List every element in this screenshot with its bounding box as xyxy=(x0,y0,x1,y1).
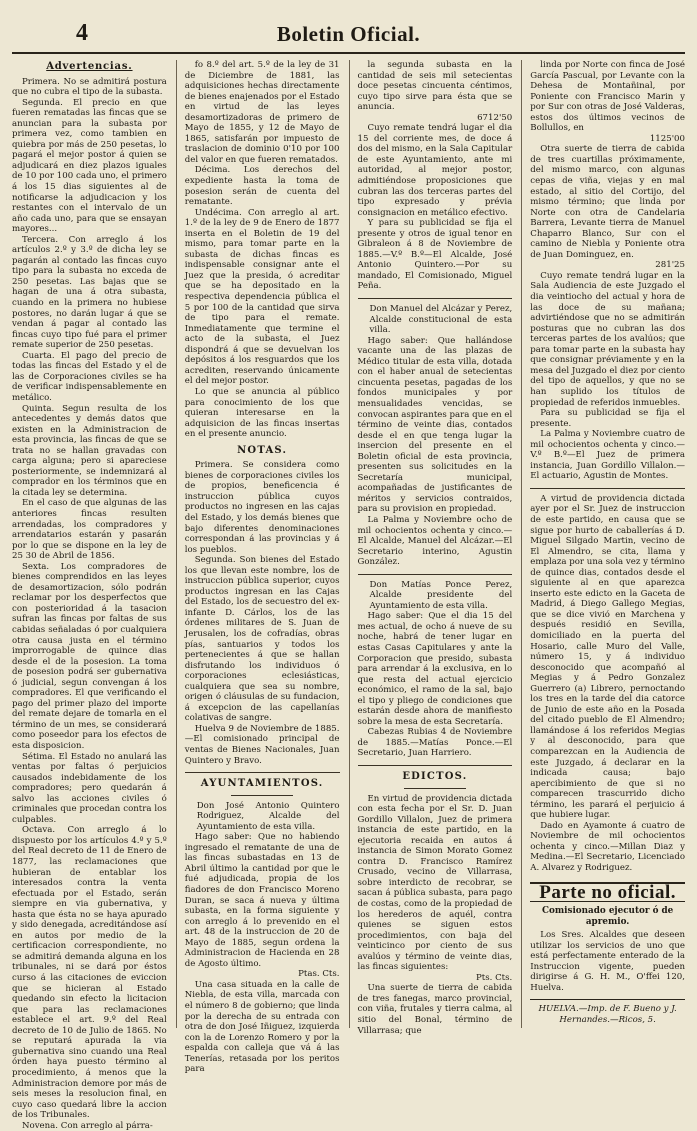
divider xyxy=(358,765,513,766)
paragraph: Otra suerte de tierra de cabida de tres cuartillas próximamente, del mismo marco, con algunas cepas de viña, viejas y en mal estado, al sitio del Cortijo, del mismo término; que linda por Norte con otra de Candelaria Barrera, Levante tierra de Manuel Chaparro Blanco, Sur con el camino de Niebla y Poniente otra de Juan Dominguez, en. xyxy=(530,144,685,260)
paragraph: Primera. No se admitirá postura que no cubra el tipo de la subasta. xyxy=(12,76,167,98)
paragraph: Undécima. Con arreglo al art. 1.º de la ley de 9 de Enero de 1877 inserta en el Boletin de 19 del mismo, para tomar parte en la subasta de dichas fincas es indispensable consignar ante el Juez que la presida, ó acreditar que se ha depositado en la respectiva dependencia pública el 5 por 100 de la cantidad que sirva de tipo para el remate. Inmediatamente que termine el acto de la subasta, el Juez dispondrá á que se devuelvan los depósitos á los resguardos que los acrediten, reservando únicamente el del mejor postor. xyxy=(184,207,340,387)
column-4 xyxy=(521,60,685,1028)
paragraph: Quinta. Segun resulta de los antecedentes y demás datos que existen en la Administracion de esta provincia, las fincas de que se trata no se hallan gravadas con carga alguna; pero si apareciese posteriormente, se indemnizará al comprador en los términos que en la citada ley se determina. xyxy=(12,403,167,498)
paragraph: Una casa situada en la calle de Niebla, de esta villa, marcada con el número 8 de gobierno; que linda por la derecha de su entrada con otra de don José Iñiguez, izquierda con la de Lorenzo Romero y por la espalda con calleja que vá á las Tenerías, retasada por los peritos para xyxy=(184,979,340,1075)
paragraph: Cabezas Rubias 4 de Noviembre de 1885.—Matías Ponce.—El Secretario, Juan Harriero. xyxy=(357,727,513,759)
column-3 xyxy=(349,60,513,1036)
parte-subtitle: Comisionado ejecutor ó de apremio. xyxy=(541,906,674,927)
notice-heading: Don José Antonio Quintero Rodriguez, Alcalde del Ayuntamiento de esta villa. xyxy=(196,800,340,832)
paragraph: Octava. Con arreglo á lo dispuesto por los artículos 4.º y 5.º del Real decreto de 11 de Enero de 1877, las reclamaciones que hubieran de entablar los interesados contra la venta efectuada por el Estado, serán siempre en via gubernativa, y hasta que ésta no se haya apurado y sido denegada, acreditándose así en autos por medio de la certificacion correspondiente, no se admitirá demanda alguna en los tribunales, ni se dará por éstos curso á las citaciones de eviccion que se hicieran al Estado quedando sin efecto la licitacion que para las reclamaciones establece el art. 9.º del Real decreto de 10 de Julio de 1865. No se reputará apurada la via gubernativa sino cuando una Real órden haya puesto término al procedimiento, á menos que la Administracion demore por más de seis meses la resolucion final, en cuyo caso quedará libre la accion de los Tribunales. xyxy=(12,825,167,1121)
paragraph: Para su publicidad se fija el presente. xyxy=(530,408,685,429)
page-header xyxy=(12,14,685,54)
notas-title: NOTAS. xyxy=(237,444,288,456)
paragraph: En virtud de providencia dictada con esta fecha por el Sr. D. Juan Gordillo Villalon, Juez de primera instancia de este partido, en la ejecutoria recaida en autos á instancia de Simon Morato Gomez contra D. Francisco Ramírez Crusado, vecino de Villarrasa, sobre interdicto de recobrar, se sacan á pública subasta, para pago de costas, como de la propiedad de los herederos de aquél, contra quienes se siguen estos procedimientos, con baja del veinticinco por ciento de sus avalúos y término de veinte dias, las fincas siguientes: xyxy=(357,793,513,973)
advertencias-title: Advertencias. xyxy=(46,61,133,72)
paragraph: Segunda. El precio en que fueren rematadas las fincas que se anuncian para la subasta por primera vez, como tambien en quiebra por más de 250 pesetas, lo pagará el mejor postor á quien se adjudicará en diez plazos iguales de 10 por 100 cada uno, el primero á los 15 dias siguientes al de notificarse la adjudicacion y los restantes con el intervalo de un año cada uno, para que se ensayan mayores... xyxy=(12,97,167,235)
ayuntamientos-title: AYUNTAMIENTOS. xyxy=(200,778,324,790)
ptas-label: Pts. Cts. xyxy=(475,972,513,983)
paragraph: A virtud de providencia dictada ayer por el Sr. Juez de instruccion de este partido, en causa que se sigue por hurto de caballerías á D. Miguel Silgado Martin, vecino de El Almendro, se cita, llama y emplaza por una sola vez y término de quince dias, contados desde el siguiente al en que aparezca inserto este edicto en la Gaceta de Madrid, á Diego Gallego Megias, que se dice vivió en Marchena y después residió en Sevilla, domiciliado en la puerta del Hosario, calle Muro del Valle, número 15, y á individuo desconocido que acompañó al Megias y á Pedro Gonzalez Guerrero (a) Librero, pernoctando los tres en la tarde del dia catorce de Junio de este año en la Posada del citado pueblo de El Almendro; llamándose á los referidos Megias y al desconocido, para que comparezcan en la Audiencia de este Juzgado, á declarar en la indicada causa; bajo apercibimiento de que si no comparecen trascurrido dicho término, les parará el perjuicio á que hubiere lugar. xyxy=(530,493,685,821)
amount: 1125'00 xyxy=(649,133,685,144)
paragraph: Décima. Los derechos del expediente hasta la toma de posesion serán de cuenta del rematante. xyxy=(184,165,340,208)
ptas-label: Ptas. Cts. xyxy=(298,969,340,980)
paragraph: Cuyo remate tendrá lugar en la Sala Audiencia de este Juzgado el dia veintiocho del actual y hora de las doce de su mañana; advirtiéndose que no se admitirán posturas que no cubran las dos terceras partes de los avalúos; que para tomar parte en la subasta hay que consignar préviamente y en la mesa del Juzgado el diez por ciento del tipo de aquellos, y que no se han suplido los títulos de propiedad de referidos inmuebles. xyxy=(530,270,685,408)
columns xyxy=(12,60,685,1131)
masthead-title: Boletin Oficial. xyxy=(276,22,421,46)
paragraph: La Palma y Noviembre cuatro de mil ochocientos ochenta y cinco.—V.º B.º—El Juez de primera instancia, Juan Gordillo Villalon.—El actuario, Agustin de Montes. xyxy=(530,429,685,482)
paragraph: fo 8.º del art. 5.º de la ley de 31 de Diciembre de 1881, las adquisiciones hechas directamente de bienes enajenados por el Estado en virtud de las leyes desamortizadoras de primero de Mayo de 1855, y 12 de Mayo de 1865, satisfarán por impuesto de traslacion de dominio 0'10 por 100 del valor en que fueren rematados. xyxy=(184,60,340,165)
paragraph: Dado en Ayamonte á cuatro de Noviembre de mil ochocientos ochenta y cinco.—Millan Diaz y Medina.—El Secretario, Licenciado A. Alvarez y Rodriguez. xyxy=(530,820,685,874)
paragraph: Lo que se anuncia al público para conocimiento de los que quieran interesarse en la adquisicion de las fincas insertas en el presente anuncio. xyxy=(184,386,340,440)
page-number: 4 xyxy=(76,20,88,46)
divider xyxy=(358,298,513,299)
paragraph: Una suerte de tierra de cabida de tres fanegas, marco provincial, con viña, frutales y tierra calma, al sitio del Bonal, término de Villarrasa; que xyxy=(357,983,513,1036)
paragraph: Tercera. Con arreglo á los artículos 2.º y 3.º de dicha ley se pagarán al contado las fincas cuyo tipo para la subasta no exceda de 250 pesetas. Las bajas que se hagan de una á otra subasta, cuando en la primera no hubiese postores, no darán lugar á que se vendan á pagar al contado las fincas cuyo tipo fué para el primer remate superior de 250 pesetas. xyxy=(12,234,167,351)
paragraph: Los Sres. Alcaldes que deseen utilizar los servicios de uno que está perfectamente enterado de la Instruccion vigente, pueden dirigirse á G. H. M., O'ffei 120, Huelva. xyxy=(530,930,685,993)
divider xyxy=(530,488,685,489)
amount: 281'25 xyxy=(655,260,685,271)
paragraph: la segunda subasta en la cantidad de seis mil setecientas doce pesetas cincuenta céntimos, cuyo tipo sirve para ésta que se anuncia. xyxy=(357,60,513,113)
divider xyxy=(404,788,466,789)
amount: 6712'50 xyxy=(477,112,513,123)
notice-heading: Don Manuel del Alcázar y Perez, Alcalde constitucional de esta villa. xyxy=(369,304,513,336)
paragraph: Sétima. El Estado no anulará las ventas por faltas ó perjuicios causados indebidamente de los compradores; pero quedarán á salvo las acciones civiles ó criminales que procedan contra los culpables. xyxy=(12,751,167,825)
paragraph: Hago saber: Que el dia 15 del mes actual, de ocho á nueve de su noche, habrá de tener lugar en estas Casas Capitulares y ante la Corporacion que presido, subasta para arrendar á la exclusiva, en lo que resta del actual ejercicio económico, el ramo de la sal, bajo el tipo y pliego de condiciones que estarán desde ahora de manifiesto sobre la mesa de esta Secretaría. xyxy=(357,611,513,727)
paragraph: Novena. Con arreglo al párra- xyxy=(22,1120,153,1131)
paragraph: Cuyo remate tendrá lugar el dia 15 del corriente mes, de doce á dos del mismo, en la Sala Capitular de este Ayuntamiento, ante mi autoridad, al mejor postor, admitiéndose proposiciones que cubran las dos terceras partes del tipo expresado y prévia consignacion en metálico efectivo. xyxy=(357,123,513,218)
paragraph: Y para su publicidad se fija el presente y otros de igual tenor en Gibraleon á 8 de Noviembre de 1885.—V.º B.º—El Alcalde, José Antonio Quintero.—Por su mandado, El Comisionado, Miguel Peña. xyxy=(357,218,513,292)
paragraph: La Palma y Noviembre ocho de mil ochocientos ochenta y cinco.—El Alcalde, Manuel del Alcázar.—El Secretario interino, Agustin González. xyxy=(357,514,513,568)
edictos-title: EDICTOS. xyxy=(402,771,468,782)
paragraph: Cuarta. El pago del precio de todas las fincas del Estado y el de las de Corporaciones civiles se ha de verificar indispensablemente en metálico. xyxy=(12,350,167,403)
paragraph: Primera. Se considera como bienes de corporaciones civiles los de propios, beneficencia é instruccion pública cuyos productos no ingresen en las cajas del Estado, y los demás bienes que bajo diferentes denominaciones correspondan á las provincias y á los pueblos. xyxy=(184,460,340,555)
paragraph: Sexta. Los compradores de bienes comprendidos en las leyes de desamortizacion, sólo podrán reclamar por los desperfectos que con posterioridad á la tasacion sufran las fincas por faltas de sus cabidas señaladas ó por cualquiera otra causa justa en el término improrrogable de quince dias desde el de la posesion. La toma de posesion podrá ser gubernativa ó judicial, segun convengan á los compradores. El que verificando el pago del primer plazo del importe del remate dejare de tomarla en el término de un mes, se considerará como poseedor para los efectos de esta disposicion. xyxy=(12,561,167,751)
parte-no-oficial-title: Parte no oficial. xyxy=(530,882,685,903)
divider xyxy=(231,795,293,796)
paragraph: Segunda. Son bienes del Estado los que llevan este nombre, los de instruccion pública superior, cuyos productos ingresan en las Cajas del Estado, los de secuestro del ex-infante D. Cárlos, los de las órdenes militares de S. Juan de Jerusalen, los de cofradías, obras pías, santuarios y todos los pertenecientes á que se hallan disfrutando los individuos ó corporaciones eclesiásticas, cualquiera que sea su nombre, origen ó cláusulas de su fundacion, á excepcion de las capellanías colativas de sangre. xyxy=(184,555,340,724)
column-1 xyxy=(12,60,167,1131)
paragraph: Hago saber: Que no habiendo ingresado el rematante de una de las fincas subastadas en 13 de Abril último la cantidad por que le fué adjudicada, propia de los fiadores de don Francisco Moreno Duran, se saca á nueva y última subasta, en la forma siguiente y con arreglo á lo prevenido en el art. 48 de la instruccion de 20 de Mayo de 1885, segun ordena la Administracion de Hacienda en 28 de Agosto último. xyxy=(184,832,340,969)
paragraph: Huelva 9 de Noviembre de 1885.—El comisionado principal de ventas de Bienes Nacionales, Juan Quintero y Bravo. xyxy=(184,723,340,766)
paragraph: Hago saber: Que hallándose vacante una de las plazas de Médico titular de esta villa, dotada con el haber anual de setecientas cincuenta pesetas, pagadas de los fondos municipales y por mensualidades vencidas, se convocan aspirantes para que en el término de veinte dias, contados desde el en que tenga lugar la insercion del presente en el Boletin oficial de esta provincia, presenten sus solicitudes en la Secretaría municipal, acompañadas de justificantes de méritos y servicios contraidos, para su provision en propiedad. xyxy=(357,335,513,515)
paragraph: linda por Norte con finca de José García Pascual, por Levante con la Dehesa de Montañinal, por Poniente con Francisco Marin y por Sur con otras de José Valderas, estos dos últimos vecinos de Bollullos, en xyxy=(530,60,685,134)
column-2 xyxy=(176,60,340,1075)
imprint: HUELVA.—Imp. de F. Bueno y J. Hernandes.—Ricos, 5. xyxy=(530,999,685,1025)
divider xyxy=(358,574,513,575)
paragraph: En el caso de que algunas de las anteriores fincas resulten arrendadas, los compradores y arrendatarios estarán y pasarán por lo que se dispone en la ley de 25 30 de Abril de 1856. xyxy=(12,498,167,562)
notice-heading: Don Matías Ponce Perez, Alcalde presidente del Ayuntamiento de esta villa. xyxy=(369,579,513,611)
divider xyxy=(185,772,340,773)
